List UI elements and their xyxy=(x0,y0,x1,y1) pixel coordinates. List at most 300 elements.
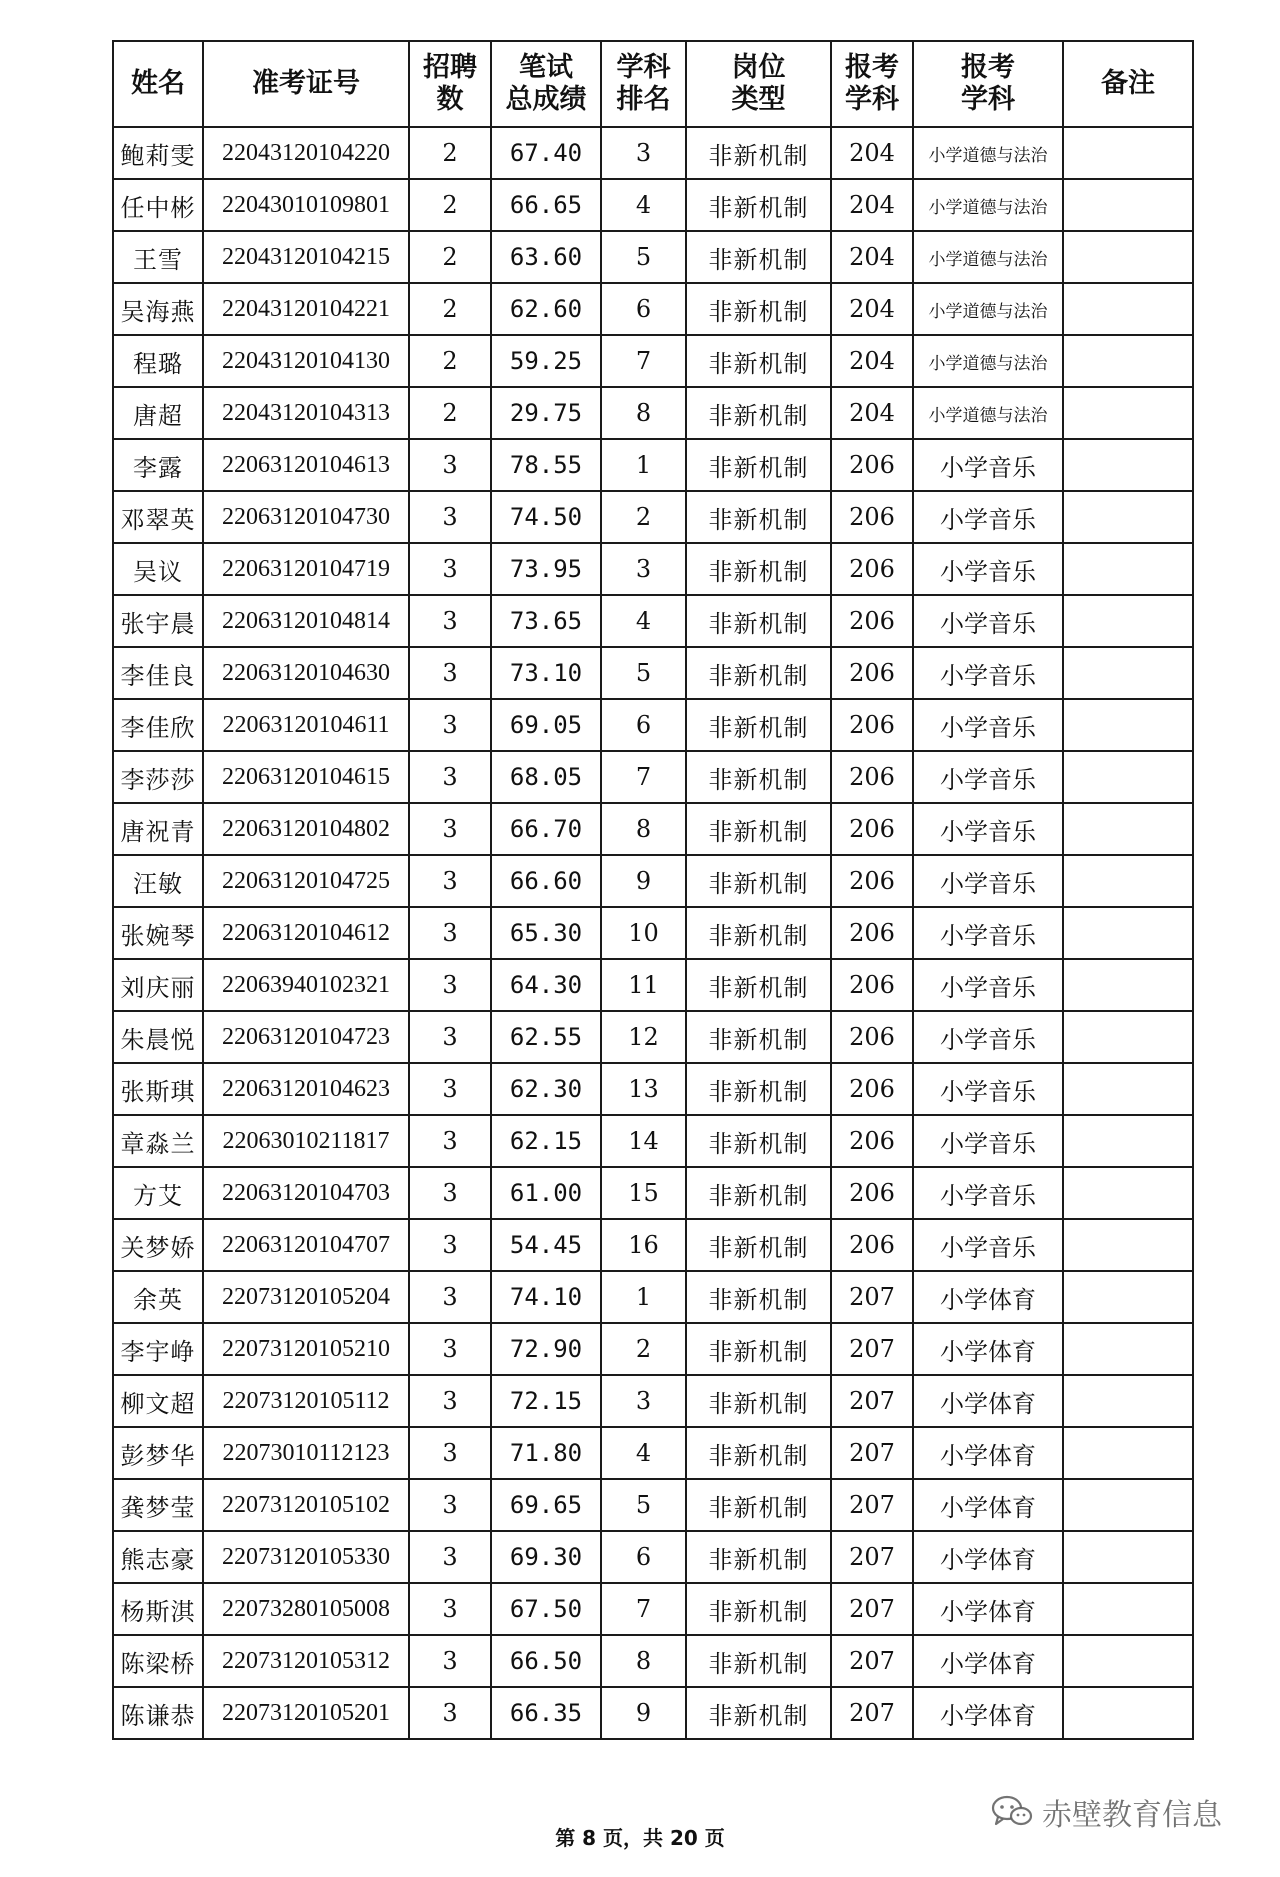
cell-exam-id: 22073120105102 xyxy=(203,1479,409,1531)
header-text: 总成绩 xyxy=(505,84,587,115)
cell-quota: 3 xyxy=(409,1063,491,1115)
cell-post-type: 非新机制 xyxy=(686,855,831,907)
cell-written-score: 68.05 xyxy=(491,751,601,803)
cell-subject-code: 207 xyxy=(831,1531,913,1583)
cell-written-score: 29.75 xyxy=(491,387,601,439)
cell-name: 李宇峥 xyxy=(113,1323,203,1375)
cell-exam-id: 22043120104220 xyxy=(203,127,409,179)
cell-post-type: 非新机制 xyxy=(686,1635,831,1687)
cell-exam-id: 22063120104730 xyxy=(203,491,409,543)
table-body xyxy=(113,127,1193,1739)
cell-post-type: 非新机制 xyxy=(686,1375,831,1427)
cell-written-score: 64.30 xyxy=(491,959,601,1011)
cell-subject-name: 小学音乐 xyxy=(913,1063,1063,1115)
cell-quota: 3 xyxy=(409,959,491,1011)
cell-name: 唐超 xyxy=(113,387,203,439)
cell-remarks xyxy=(1063,1583,1193,1635)
cell-subject-code: 206 xyxy=(831,907,913,959)
cell-name: 彭梦华 xyxy=(113,1427,203,1479)
cell-subject-rank: 3 xyxy=(601,1375,686,1427)
cell-quota: 3 xyxy=(409,699,491,751)
cell-written-score: 73.65 xyxy=(491,595,601,647)
cell-exam-id: 22063120104707 xyxy=(203,1219,409,1271)
cell-quota: 3 xyxy=(409,1531,491,1583)
cell-remarks xyxy=(1063,1219,1193,1271)
cell-exam-id: 22063120104703 xyxy=(203,1167,409,1219)
header-subject-rank xyxy=(601,41,686,127)
cell-written-score: 66.65 xyxy=(491,179,601,231)
cell-remarks xyxy=(1063,1063,1193,1115)
cell-subject-code: 207 xyxy=(831,1271,913,1323)
cell-quota: 3 xyxy=(409,907,491,959)
cell-post-type: 非新机制 xyxy=(686,699,831,751)
cell-subject-name: 小学道德与法治 xyxy=(913,127,1063,179)
cell-subject-code: 207 xyxy=(831,1427,913,1479)
cell-quota: 3 xyxy=(409,1167,491,1219)
cell-quota: 3 xyxy=(409,1427,491,1479)
table-row xyxy=(113,699,1193,751)
header-text: 招聘 xyxy=(423,52,477,83)
cell-subject-rank: 7 xyxy=(601,751,686,803)
table-row xyxy=(113,1583,1193,1635)
cell-name: 李佳欣 xyxy=(113,699,203,751)
cell-subject-code: 206 xyxy=(831,1115,913,1167)
table-row xyxy=(113,647,1193,699)
cell-subject-name: 小学音乐 xyxy=(913,751,1063,803)
cell-written-score: 62.30 xyxy=(491,1063,601,1115)
cell-subject-rank: 8 xyxy=(601,803,686,855)
cell-subject-code: 204 xyxy=(831,231,913,283)
table-row xyxy=(113,1479,1193,1531)
cell-quota: 3 xyxy=(409,855,491,907)
cell-quota: 3 xyxy=(409,491,491,543)
cell-subject-code: 206 xyxy=(831,959,913,1011)
cell-quota: 3 xyxy=(409,1219,491,1271)
table-row xyxy=(113,1635,1193,1687)
cell-post-type: 非新机制 xyxy=(686,335,831,387)
cell-subject-rank: 4 xyxy=(601,595,686,647)
cell-subject-name: 小学体育 xyxy=(913,1427,1063,1479)
cell-written-score: 74.50 xyxy=(491,491,601,543)
cell-remarks xyxy=(1063,387,1193,439)
score-table xyxy=(112,40,1194,1740)
cell-remarks xyxy=(1063,179,1193,231)
cell-exam-id: 22063120104611 xyxy=(203,699,409,751)
cell-subject-name: 小学音乐 xyxy=(913,1115,1063,1167)
cell-subject-code: 204 xyxy=(831,387,913,439)
table-row xyxy=(113,959,1193,1011)
header-text: 报考 xyxy=(961,52,1015,83)
cell-quota: 2 xyxy=(409,231,491,283)
cell-exam-id: 22063010211817 xyxy=(203,1115,409,1167)
cell-remarks xyxy=(1063,127,1193,179)
header-text: 报考 xyxy=(845,52,899,83)
header-text: 数 xyxy=(436,84,464,115)
cell-quota: 3 xyxy=(409,595,491,647)
table-row xyxy=(113,855,1193,907)
cell-remarks xyxy=(1063,543,1193,595)
cell-written-score: 72.90 xyxy=(491,1323,601,1375)
cell-exam-id: 22043120104215 xyxy=(203,231,409,283)
cell-name: 龚梦莹 xyxy=(113,1479,203,1531)
cell-subject-rank: 10 xyxy=(601,907,686,959)
cell-subject-name: 小学音乐 xyxy=(913,699,1063,751)
cell-subject-code: 206 xyxy=(831,1219,913,1271)
cell-subject-code: 206 xyxy=(831,699,913,751)
cell-subject-code: 204 xyxy=(831,127,913,179)
cell-quota: 3 xyxy=(409,751,491,803)
cell-post-type: 非新机制 xyxy=(686,1219,831,1271)
cell-post-type: 非新机制 xyxy=(686,439,831,491)
cell-quota: 3 xyxy=(409,1375,491,1427)
cell-quota: 3 xyxy=(409,1479,491,1531)
cell-quota: 3 xyxy=(409,1271,491,1323)
cell-subject-name: 小学体育 xyxy=(913,1479,1063,1531)
cell-quota: 3 xyxy=(409,439,491,491)
cell-subject-rank: 7 xyxy=(601,1583,686,1635)
cell-post-type: 非新机制 xyxy=(686,491,831,543)
cell-written-score: 62.15 xyxy=(491,1115,601,1167)
cell-exam-id: 22063120104719 xyxy=(203,543,409,595)
wechat-icon xyxy=(990,1793,1034,1831)
table-row xyxy=(113,595,1193,647)
cell-subject-rank: 1 xyxy=(601,439,686,491)
cell-subject-name: 小学音乐 xyxy=(913,491,1063,543)
cell-exam-id: 22063940102321 xyxy=(203,959,409,1011)
cell-exam-id: 22063120104613 xyxy=(203,439,409,491)
cell-post-type: 非新机制 xyxy=(686,283,831,335)
header-text: 备注 xyxy=(1101,68,1155,99)
cell-subject-name: 小学体育 xyxy=(913,1375,1063,1427)
cell-remarks xyxy=(1063,595,1193,647)
table-row xyxy=(113,543,1193,595)
cell-name: 张斯琪 xyxy=(113,1063,203,1115)
table-row xyxy=(113,1375,1193,1427)
cell-written-score: 72.15 xyxy=(491,1375,601,1427)
cell-remarks xyxy=(1063,439,1193,491)
cell-subject-rank: 13 xyxy=(601,1063,686,1115)
cell-name: 柳文超 xyxy=(113,1375,203,1427)
cell-post-type: 非新机制 xyxy=(686,1271,831,1323)
table-row xyxy=(113,1011,1193,1063)
cell-written-score: 66.50 xyxy=(491,1635,601,1687)
cell-name: 唐祝青 xyxy=(113,803,203,855)
cell-subject-rank: 4 xyxy=(601,179,686,231)
cell-quota: 3 xyxy=(409,1011,491,1063)
cell-exam-id: 22063120104802 xyxy=(203,803,409,855)
cell-name: 陈梁桥 xyxy=(113,1635,203,1687)
cell-quota: 2 xyxy=(409,283,491,335)
table-row xyxy=(113,335,1193,387)
cell-exam-id: 22073010112123 xyxy=(203,1427,409,1479)
watermark-text: 赤壁教育信息 xyxy=(1042,1798,1222,1833)
cell-post-type: 非新机制 xyxy=(686,1687,831,1739)
cell-subject-rank: 8 xyxy=(601,387,686,439)
cell-exam-id: 22063120104615 xyxy=(203,751,409,803)
cell-subject-code: 207 xyxy=(831,1323,913,1375)
cell-remarks xyxy=(1063,1375,1193,1427)
cell-post-type: 非新机制 xyxy=(686,179,831,231)
cell-exam-id: 22043120104313 xyxy=(203,387,409,439)
cell-post-type: 非新机制 xyxy=(686,647,831,699)
cell-exam-id: 22063120104623 xyxy=(203,1063,409,1115)
table-row xyxy=(113,127,1193,179)
cell-quota: 2 xyxy=(409,335,491,387)
cell-remarks xyxy=(1063,855,1193,907)
cell-exam-id: 22073120105330 xyxy=(203,1531,409,1583)
cell-quota: 3 xyxy=(409,647,491,699)
cell-subject-name: 小学音乐 xyxy=(913,959,1063,1011)
cell-subject-name: 小学道德与法治 xyxy=(913,179,1063,231)
cell-name: 张宇晨 xyxy=(113,595,203,647)
table-row xyxy=(113,803,1193,855)
cell-exam-id: 22073120105201 xyxy=(203,1687,409,1739)
cell-subject-name: 小学音乐 xyxy=(913,1167,1063,1219)
cell-name: 李佳良 xyxy=(113,647,203,699)
cell-subject-code: 204 xyxy=(831,179,913,231)
cell-quota: 2 xyxy=(409,127,491,179)
cell-remarks xyxy=(1063,1011,1193,1063)
header-text: 学科 xyxy=(845,84,899,115)
cell-remarks xyxy=(1063,647,1193,699)
table-row xyxy=(113,1687,1193,1739)
cell-written-score: 78.55 xyxy=(491,439,601,491)
cell-remarks xyxy=(1063,1687,1193,1739)
cell-remarks xyxy=(1063,231,1193,283)
cell-subject-rank: 9 xyxy=(601,1687,686,1739)
table-row xyxy=(113,439,1193,491)
cell-remarks xyxy=(1063,907,1193,959)
cell-written-score: 63.60 xyxy=(491,231,601,283)
table-row xyxy=(113,1115,1193,1167)
header-text: 笔试 xyxy=(519,52,573,83)
cell-name: 刘庆丽 xyxy=(113,959,203,1011)
cell-subject-name: 小学体育 xyxy=(913,1687,1063,1739)
cell-subject-code: 206 xyxy=(831,803,913,855)
cell-written-score: 66.70 xyxy=(491,803,601,855)
cell-subject-name: 小学音乐 xyxy=(913,907,1063,959)
cell-post-type: 非新机制 xyxy=(686,959,831,1011)
cell-post-type: 非新机制 xyxy=(686,751,831,803)
cell-post-type: 非新机制 xyxy=(686,231,831,283)
cell-exam-id: 22073120105312 xyxy=(203,1635,409,1687)
cell-name: 李莎莎 xyxy=(113,751,203,803)
header-quota xyxy=(409,41,491,127)
cell-remarks xyxy=(1063,751,1193,803)
header-text: 学科 xyxy=(961,84,1015,115)
watermark xyxy=(990,1790,1222,1834)
cell-written-score: 71.80 xyxy=(491,1427,601,1479)
header-text: 排名 xyxy=(616,84,671,115)
cell-post-type: 非新机制 xyxy=(686,127,831,179)
header-text: 准考证号 xyxy=(252,68,360,99)
cell-subject-name: 小学音乐 xyxy=(913,439,1063,491)
cell-subject-rank: 7 xyxy=(601,335,686,387)
cell-quota: 3 xyxy=(409,1323,491,1375)
cell-written-score: 54.45 xyxy=(491,1219,601,1271)
cell-subject-code: 206 xyxy=(831,491,913,543)
cell-subject-name: 小学音乐 xyxy=(913,1219,1063,1271)
cell-quota: 3 xyxy=(409,803,491,855)
cell-post-type: 非新机制 xyxy=(686,1427,831,1479)
cell-subject-code: 206 xyxy=(831,1063,913,1115)
cell-name: 陈谦恭 xyxy=(113,1687,203,1739)
cell-exam-id: 22063120104814 xyxy=(203,595,409,647)
cell-post-type: 非新机制 xyxy=(686,1115,831,1167)
table-row xyxy=(113,491,1193,543)
cell-quota: 3 xyxy=(409,1635,491,1687)
cell-subject-rank: 3 xyxy=(601,127,686,179)
cell-post-type: 非新机制 xyxy=(686,1063,831,1115)
cell-subject-name: 小学音乐 xyxy=(913,543,1063,595)
cell-name: 熊志豪 xyxy=(113,1531,203,1583)
cell-subject-code: 207 xyxy=(831,1687,913,1739)
header-name xyxy=(113,41,203,127)
table-row xyxy=(113,1427,1193,1479)
cell-name: 汪敏 xyxy=(113,855,203,907)
cell-subject-name: 小学音乐 xyxy=(913,647,1063,699)
page-number: 第 8 页，共 20 页 xyxy=(555,1826,725,1850)
cell-post-type: 非新机制 xyxy=(686,387,831,439)
cell-subject-code: 206 xyxy=(831,1167,913,1219)
cell-subject-rank: 2 xyxy=(601,491,686,543)
cell-subject-code: 206 xyxy=(831,855,913,907)
table-row xyxy=(113,1063,1193,1115)
cell-remarks xyxy=(1063,283,1193,335)
cell-subject-rank: 8 xyxy=(601,1635,686,1687)
cell-subject-name: 小学体育 xyxy=(913,1323,1063,1375)
cell-exam-id: 22063120104723 xyxy=(203,1011,409,1063)
cell-name: 任中彬 xyxy=(113,179,203,231)
table-row xyxy=(113,283,1193,335)
cell-subject-code: 204 xyxy=(831,283,913,335)
cell-subject-code: 206 xyxy=(831,439,913,491)
cell-remarks xyxy=(1063,1635,1193,1687)
cell-subject-rank: 5 xyxy=(601,231,686,283)
cell-name: 李露 xyxy=(113,439,203,491)
table-row xyxy=(113,1219,1193,1271)
cell-exam-id: 22043120104130 xyxy=(203,335,409,387)
cell-exam-id: 22073280105008 xyxy=(203,1583,409,1635)
table-row xyxy=(113,179,1193,231)
cell-subject-name: 小学体育 xyxy=(913,1583,1063,1635)
cell-quota: 3 xyxy=(409,1687,491,1739)
cell-subject-rank: 9 xyxy=(601,855,686,907)
cell-written-score: 73.10 xyxy=(491,647,601,699)
cell-written-score: 67.40 xyxy=(491,127,601,179)
cell-post-type: 非新机制 xyxy=(686,1011,831,1063)
cell-subject-rank: 5 xyxy=(601,1479,686,1531)
cell-subject-name: 小学道德与法治 xyxy=(913,231,1063,283)
cell-remarks xyxy=(1063,699,1193,751)
cell-subject-rank: 14 xyxy=(601,1115,686,1167)
cell-subject-name: 小学音乐 xyxy=(913,1011,1063,1063)
cell-name: 朱晨悦 xyxy=(113,1011,203,1063)
cell-remarks xyxy=(1063,491,1193,543)
cell-exam-id: 22063120104630 xyxy=(203,647,409,699)
cell-quota: 3 xyxy=(409,1583,491,1635)
table-row xyxy=(113,387,1193,439)
cell-quota: 3 xyxy=(409,543,491,595)
cell-name: 邓翠英 xyxy=(113,491,203,543)
table-row xyxy=(113,1167,1193,1219)
cell-remarks xyxy=(1063,1479,1193,1531)
cell-remarks xyxy=(1063,1167,1193,1219)
score-table-sheet xyxy=(112,40,1192,1740)
header-subject-name xyxy=(913,41,1063,127)
cell-subject-rank: 1 xyxy=(601,1271,686,1323)
header-exam-id xyxy=(203,41,409,127)
cell-subject-name: 小学道德与法治 xyxy=(913,387,1063,439)
cell-subject-rank: 2 xyxy=(601,1323,686,1375)
cell-subject-rank: 6 xyxy=(601,283,686,335)
cell-written-score: 73.95 xyxy=(491,543,601,595)
cell-subject-rank: 16 xyxy=(601,1219,686,1271)
header-text: 姓名 xyxy=(131,68,185,99)
cell-written-score: 62.60 xyxy=(491,283,601,335)
cell-name: 余英 xyxy=(113,1271,203,1323)
cell-exam-id: 22073120105210 xyxy=(203,1323,409,1375)
cell-subject-name: 小学体育 xyxy=(913,1531,1063,1583)
cell-written-score: 62.55 xyxy=(491,1011,601,1063)
cell-post-type: 非新机制 xyxy=(686,1479,831,1531)
table-row xyxy=(113,231,1193,283)
cell-post-type: 非新机制 xyxy=(686,595,831,647)
table-row xyxy=(113,1323,1193,1375)
cell-written-score: 69.30 xyxy=(491,1531,601,1583)
cell-written-score: 69.65 xyxy=(491,1479,601,1531)
cell-post-type: 非新机制 xyxy=(686,1323,831,1375)
cell-exam-id: 22073120105112 xyxy=(203,1375,409,1427)
cell-subject-rank: 12 xyxy=(601,1011,686,1063)
cell-subject-rank: 15 xyxy=(601,1167,686,1219)
cell-post-type: 非新机制 xyxy=(686,1531,831,1583)
table-row xyxy=(113,751,1193,803)
cell-written-score: 61.00 xyxy=(491,1167,601,1219)
cell-remarks xyxy=(1063,1427,1193,1479)
header-written-score xyxy=(491,41,601,127)
cell-written-score: 59.25 xyxy=(491,335,601,387)
cell-exam-id: 22043010109801 xyxy=(203,179,409,231)
cell-exam-id: 22063120104612 xyxy=(203,907,409,959)
cell-name: 鲍莉雯 xyxy=(113,127,203,179)
cell-subject-name: 小学音乐 xyxy=(913,855,1063,907)
cell-subject-name: 小学音乐 xyxy=(913,595,1063,647)
cell-subject-code: 206 xyxy=(831,1011,913,1063)
cell-quota: 3 xyxy=(409,1115,491,1167)
header-subject-code xyxy=(831,41,913,127)
cell-remarks xyxy=(1063,1531,1193,1583)
cell-name: 吴海燕 xyxy=(113,283,203,335)
cell-name: 程璐 xyxy=(113,335,203,387)
cell-name: 吴议 xyxy=(113,543,203,595)
cell-name: 章淼兰 xyxy=(113,1115,203,1167)
cell-subject-code: 206 xyxy=(831,647,913,699)
cell-subject-name: 小学体育 xyxy=(913,1271,1063,1323)
cell-subject-rank: 5 xyxy=(601,647,686,699)
cell-subject-rank: 3 xyxy=(601,543,686,595)
header-text: 岗位 xyxy=(731,52,786,83)
cell-exam-id: 22073120105204 xyxy=(203,1271,409,1323)
cell-written-score: 65.30 xyxy=(491,907,601,959)
cell-subject-name: 小学道德与法治 xyxy=(913,283,1063,335)
cell-written-score: 66.60 xyxy=(491,855,601,907)
cell-subject-rank: 11 xyxy=(601,959,686,1011)
table-row xyxy=(113,1271,1193,1323)
cell-remarks xyxy=(1063,335,1193,387)
header-post-type xyxy=(686,41,831,127)
header-remarks xyxy=(1063,41,1193,127)
